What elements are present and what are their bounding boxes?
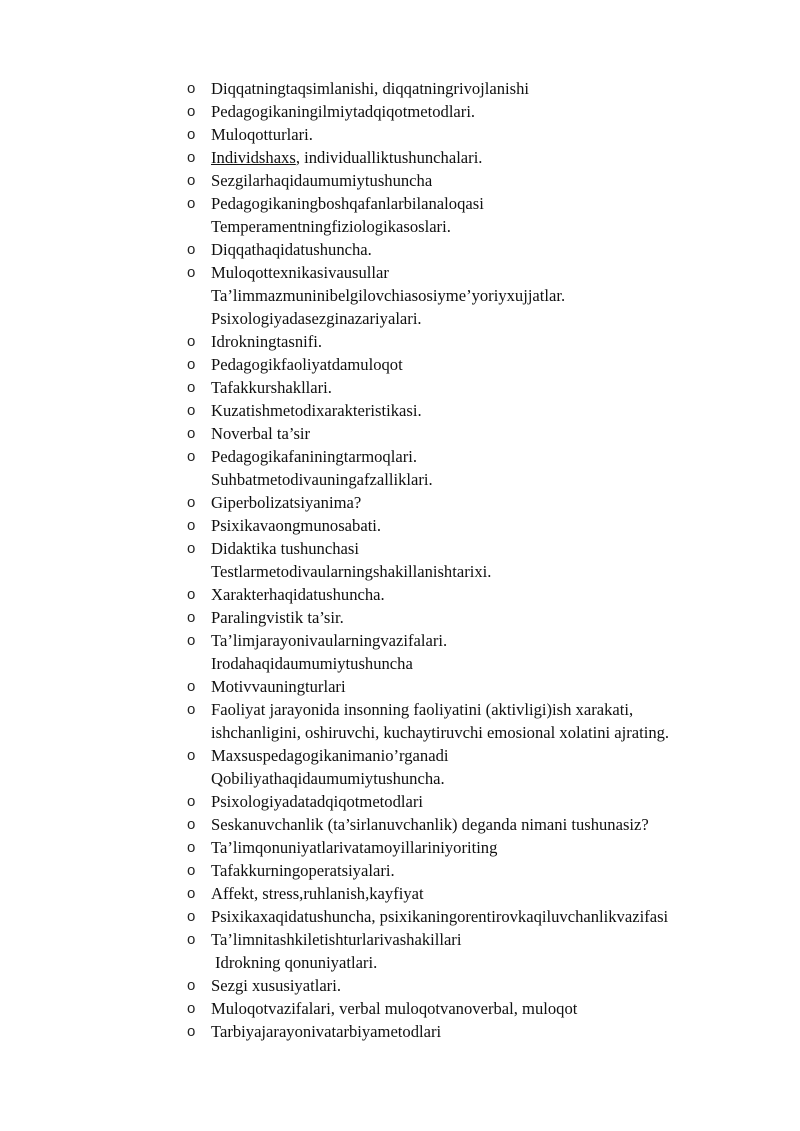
list-item	[187, 836, 747, 859]
list-item-text: Diqqatningtaqsimlanishi, diqqatningrivojlanishi	[211, 79, 530, 98]
list-item	[187, 629, 747, 652]
list-item	[187, 77, 747, 100]
bullet-marker: o	[187, 678, 196, 695]
underlined-term: Individshaxs	[211, 148, 296, 167]
list-item	[187, 192, 747, 215]
list-item	[187, 146, 747, 169]
list-item-text: Muloqotturlari.	[211, 125, 313, 144]
list-item-text: Faoliyat jarayonida insonning faoliyatini (aktivligi)ish xarakati,	[211, 700, 634, 719]
bullet-marker: o	[187, 241, 196, 258]
list-item	[187, 905, 747, 928]
list-item	[187, 859, 747, 882]
bullet-marker: o	[187, 149, 196, 166]
list-item-text: Irodahaqidaumumiytushuncha	[211, 654, 413, 673]
list-item-continuation	[187, 767, 747, 790]
list-item	[187, 537, 747, 560]
list-item-text: Giperbolizatsiyanima?	[211, 493, 362, 512]
list-item	[187, 422, 747, 445]
list-item	[187, 261, 747, 284]
bullet-marker: o	[187, 448, 196, 465]
list-item-text: Sezgi xususiyatlari.	[211, 976, 341, 995]
list-item-text: Muloqottexnikasivausullar	[211, 263, 389, 282]
list-item	[187, 100, 747, 123]
list-item-text: Suhbatmetodivauningafzalliklari.	[211, 470, 433, 489]
bullet-marker: o	[187, 1000, 196, 1017]
bullet-marker: o	[187, 816, 196, 833]
list-item	[187, 790, 747, 813]
list-item	[187, 606, 747, 629]
list-item	[187, 238, 747, 261]
list-item	[187, 997, 747, 1020]
list-item-text: Ta’limjarayonivaularningvazifalari.	[211, 631, 448, 650]
list-item-text: Qobiliyathaqidaumumiytushuncha.	[211, 769, 445, 788]
bullet-marker: o	[187, 701, 196, 718]
list-item	[187, 1020, 747, 1043]
bullet-marker: o	[187, 103, 196, 120]
list-item-text: Noverbal ta’sir	[211, 424, 311, 443]
list-item-text: Motivvauningturlari	[211, 677, 346, 696]
list-item-text: ishchanligini, oshiruvchi, kuchaytiruvchi emosional xolatini ajrating.	[211, 723, 670, 742]
list-item-text: Psixikavaongmunosabati.	[211, 516, 382, 535]
list-item	[187, 974, 747, 997]
list-item-text: Sezgilarhaqidaumumiytushuncha	[211, 171, 433, 190]
list-item-text: Pedagogikafaniningtarmoqlari.	[211, 447, 417, 466]
bullet-marker: o	[187, 793, 196, 810]
list-item-text: Testlarmetodivaularningshakillanishtarixi.	[211, 562, 492, 581]
list-item-continuation	[187, 215, 747, 238]
list-item-text: Idrokningtasnifi.	[211, 332, 323, 351]
list-item-text: Tarbiyajarayonivatarbiyametodlari	[211, 1022, 442, 1041]
list-item-text: Ta’limqonuniyatlarivatamoyillariniyoriting	[211, 838, 498, 857]
list-item	[187, 330, 747, 353]
list-item-continuation	[187, 468, 747, 491]
bullet-marker: o	[187, 494, 196, 511]
bullet-marker: o	[187, 977, 196, 994]
list-item-text: Kuzatishmetodixarakteristikasi.	[211, 401, 422, 420]
list-item	[187, 399, 747, 422]
bullet-marker: o	[187, 356, 196, 373]
list-item-text: Xarakterhaqidatushuncha.	[211, 585, 385, 604]
bullet-marker: o	[187, 747, 196, 764]
list-item-text: Ta’limmazmuninibelgilovchiasosiyme’yoriyxujjatlar.	[211, 286, 566, 305]
list-item	[187, 514, 747, 537]
bullet-marker: o	[187, 609, 196, 626]
list-item-text	[211, 148, 482, 167]
list-item-text: Diqqathaqidatushuncha.	[211, 240, 372, 259]
list-item	[187, 813, 747, 836]
list-item-text: Maxsuspedagogikanimanio’rganadi	[211, 746, 449, 765]
list-item-continuation	[187, 652, 747, 675]
bullet-marker: o	[187, 908, 196, 925]
list-item	[187, 353, 747, 376]
list-item-text: Psixologiyadatadqiqotmetodlari	[211, 792, 423, 811]
list-item	[187, 169, 747, 192]
bullet-marker: o	[187, 126, 196, 143]
list-item-text: Muloqotvazifalari, verbal muloqotvanoverbal, muloqot	[211, 999, 578, 1018]
list-item-text: Didaktika tushunchasi	[211, 539, 359, 558]
bullet-marker: o	[187, 517, 196, 534]
list-item	[187, 583, 747, 606]
list-item-text: Tafakkurningoperatsiyalari.	[211, 861, 395, 880]
bullet-marker: o	[187, 839, 196, 856]
list-item-text: Psixikaxaqidatushuncha, psixikaningorentirovkaqiluvchanlikvazifasi	[211, 907, 669, 926]
bullet-marker: o	[187, 333, 196, 350]
list-item-continuation	[187, 284, 747, 307]
list-item-continuation	[187, 951, 747, 974]
list-item-text: Pedagogikaningboshqafanlarbilanaloqasi	[211, 194, 484, 213]
list-item	[187, 445, 747, 468]
list-item-text: Affekt, stress,ruhlanish,kayfiyat	[211, 884, 424, 903]
bullet-marker: o	[187, 931, 196, 948]
bullet-marker: o	[187, 402, 196, 419]
list-item-text: Paralingvistik ta’sir.	[211, 608, 344, 627]
list-item-text: Idrokning qonuniyatlari.	[215, 953, 378, 972]
list-item	[187, 123, 747, 146]
list-item	[187, 491, 747, 514]
list-item-text: Temperamentningfiziologikasoslari.	[211, 217, 451, 236]
list-item-continuation	[187, 721, 747, 744]
list-item	[187, 882, 747, 905]
list-item	[187, 744, 747, 767]
bullet-marker: o	[187, 379, 196, 396]
list-item-text: Seskanuvchanlik (ta’sirlanuvchanlik) deganda nimani tushunasiz?	[211, 815, 649, 834]
bullet-marker: o	[187, 172, 196, 189]
bullet-marker: o	[187, 885, 196, 902]
list-item	[187, 376, 747, 399]
topic-list	[187, 77, 747, 1043]
bullet-marker: o	[187, 586, 196, 603]
bullet-marker: o	[187, 195, 196, 212]
list-item	[187, 675, 747, 698]
list-item-text: Pedagogikaningilmiytadqiqotmetodlari.	[211, 102, 476, 121]
list-item	[187, 698, 747, 721]
bullet-marker: o	[187, 540, 196, 557]
bullet-marker: o	[187, 862, 196, 879]
list-item	[187, 928, 747, 951]
list-item-continuation	[187, 307, 747, 330]
list-item-text-rest: , individualliktushunchalari.	[295, 148, 483, 167]
bullet-marker: o	[187, 264, 196, 281]
list-item-text: Ta’limnitashkiletishturlarivashakillari	[211, 930, 462, 949]
list-item-text: Pedagogikfaoliyatdamuloqot	[211, 355, 403, 374]
bullet-marker: o	[187, 1023, 196, 1040]
bullet-marker: o	[187, 632, 196, 649]
bullet-marker: o	[187, 80, 196, 97]
list-item-text: Psixologiyadasezginazariyalari.	[211, 309, 422, 328]
list-item-continuation	[187, 560, 747, 583]
bullet-marker: o	[187, 425, 196, 442]
list-item-text: Tafakkurshakllari.	[211, 378, 332, 397]
